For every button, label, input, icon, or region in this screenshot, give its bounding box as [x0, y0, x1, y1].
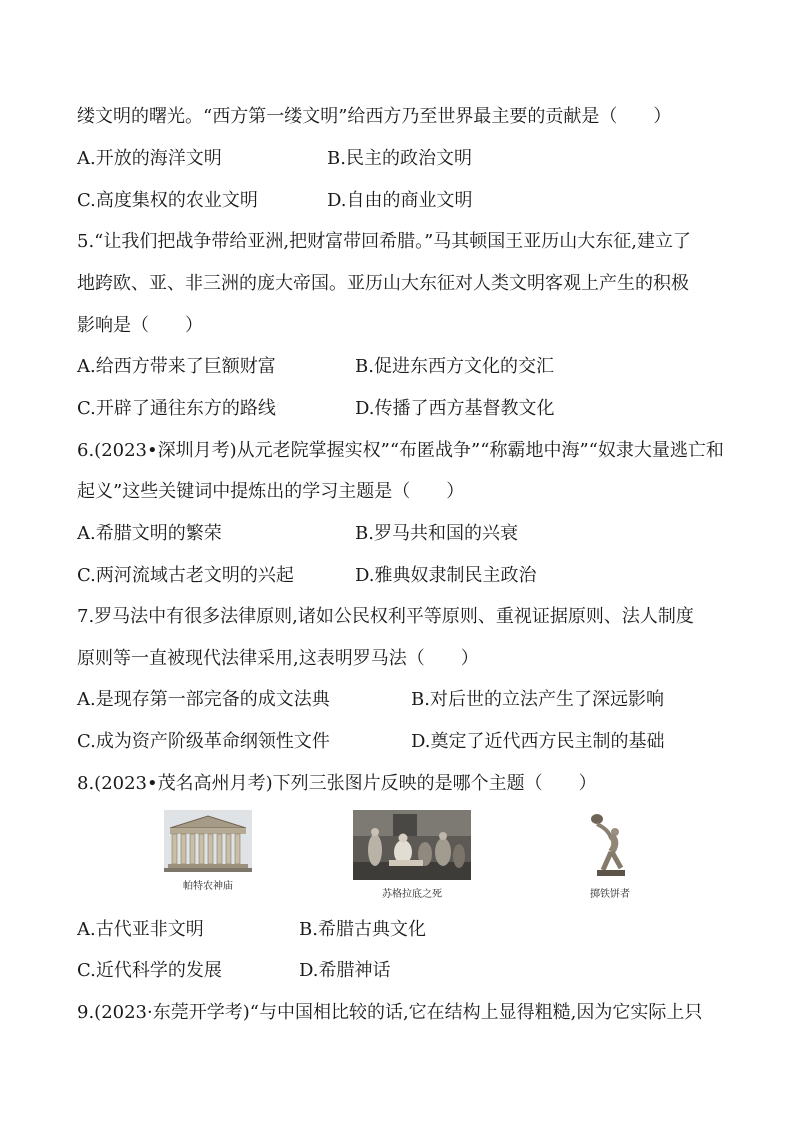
- q8-option-b: B.希腊古典文化: [299, 919, 426, 940]
- q8-caption-1: 帕特农神庙: [183, 881, 233, 892]
- q8-figure-3: [570, 810, 650, 902]
- q4-option-b: B.民主的政治文明: [327, 148, 472, 169]
- q5-stem-line-1: 5.“让我们把战争带给亚洲,把财富带回希腊。”马其顿国王亚历山大东征,建立了: [77, 231, 692, 252]
- q5-stem-line-2: 地跨欧、亚、非三洲的庞大帝国。亚历山大东征对人类文明客观上产生的积极: [77, 273, 689, 294]
- q7-option-a: A.是现存第一部完备的成文法典: [77, 689, 330, 710]
- q9-stem-start: 9.(2023·东莞开学考)“与中国相比较的话,它在结构上显得粗糙,因为它实际上只: [77, 1002, 703, 1023]
- q6-stem-line-1: 6.(2023•深圳月考)从元老院掌握实权”“布匿战争”“称霸地中海”“奴隶大量逃亡和: [77, 440, 724, 461]
- q4-stem-tail: 缕文明的曙光。“西方第一缕文明”给西方乃至世界最主要的贡献是（ ）: [77, 106, 672, 127]
- q7-option-b: B.对后世的立法产生了深远影响: [411, 689, 664, 710]
- parthenon-image: [164, 810, 252, 872]
- q6-stem-line-2: 起义”这些关键词中提炼出的学习主题是（ ）: [77, 481, 465, 502]
- q8-figure-1: [160, 810, 256, 894]
- q4-option-a: A.开放的海洋文明: [77, 148, 222, 169]
- q5-option-b: B.促进东西方文化的交汇: [355, 356, 554, 377]
- q8-caption-3: 掷铁饼者: [590, 889, 630, 900]
- q8-option-a: A.古代亚非文明: [77, 919, 204, 940]
- q5-option-a: A.给西方带来了巨额财富: [77, 356, 276, 377]
- discobolus-image: [585, 810, 635, 880]
- q6-option-c: C.两河流域古老文明的兴起: [77, 565, 294, 586]
- q7-stem-line-1: 7.罗马法中有很多法律原则,诸如公民权利平等原则、重视证据原则、法人制度: [77, 606, 694, 627]
- death-of-socrates-image: [353, 810, 471, 880]
- q5-option-d: D.传播了西方基督教文化: [355, 398, 555, 419]
- q4-option-d: D.自由的商业文明: [327, 190, 473, 211]
- q5-stem-line-3: 影响是（ ）: [77, 315, 203, 336]
- q6-option-d: D.雅典奴隶制民主政治: [355, 565, 537, 586]
- q7-option-c: C.成为资产阶级革命纲领性文件: [77, 731, 330, 752]
- q5-option-c: C.开辟了通往东方的路线: [77, 398, 276, 419]
- q4-option-c: C.高度集权的农业文明: [77, 190, 258, 211]
- q8-option-c: C.近代科学的发展: [77, 960, 222, 981]
- q8-option-d: D.希腊神话: [299, 960, 391, 981]
- q7-option-d: D.奠定了近代西方民主制的基础: [411, 731, 665, 752]
- q8-figure-2: [350, 810, 474, 902]
- q7-stem-line-2: 原则等一直被现代法律采用,这表明罗马法（ ）: [77, 648, 479, 669]
- q8-stem: 8.(2023•茂名高州月考)下列三张图片反映的是哪个主题（ ）: [77, 773, 597, 794]
- q8-caption-2: 苏格拉底之死: [382, 889, 442, 900]
- q6-option-a: A.希腊文明的繁荣: [77, 523, 222, 544]
- q6-option-b: B.罗马共和国的兴衰: [355, 523, 518, 544]
